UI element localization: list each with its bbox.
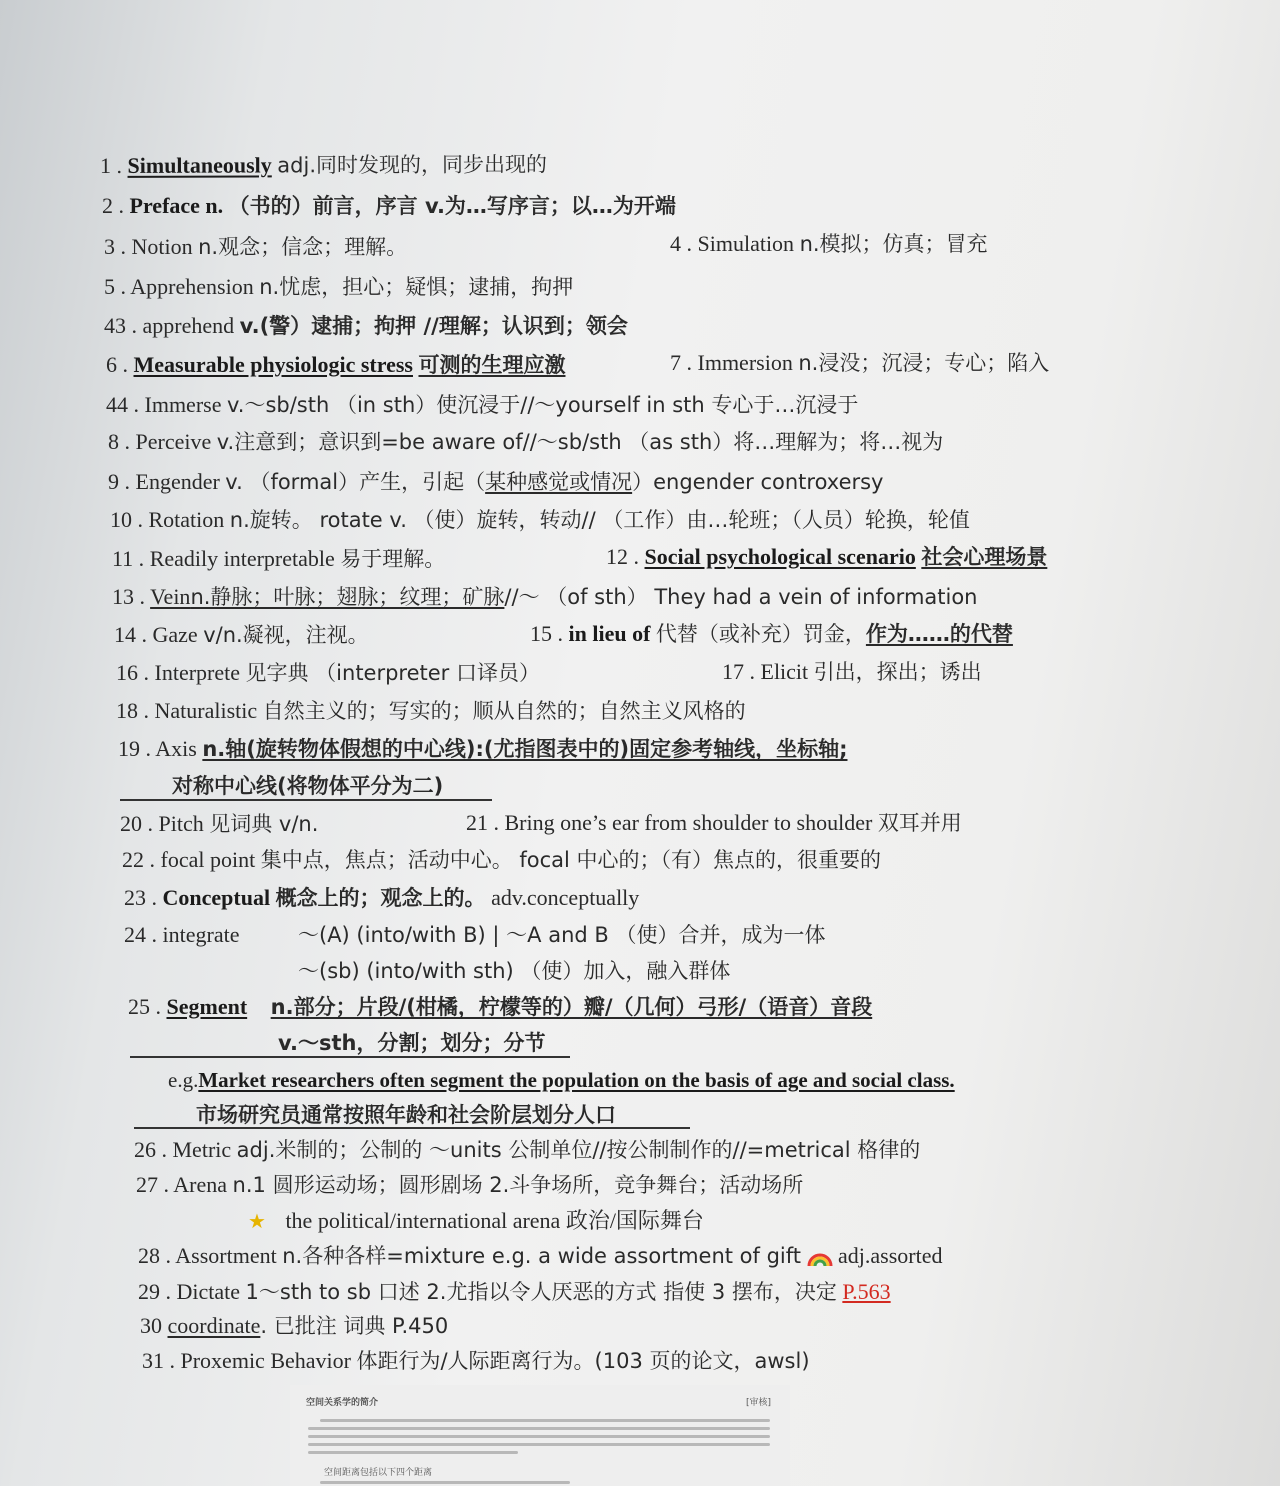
entry-24-definition-1: ～(A) (into/with B) | ～A and B （使）合并，成为一体 — [298, 923, 826, 947]
excerpt-title: 空间关系学的简介 — [306, 1398, 379, 1408]
entry-definition: 引出，探出；诱出 — [813, 660, 982, 684]
underline-rule — [120, 799, 492, 801]
entry-definition-cont: v.～sth，分割；划分；分节 — [278, 1031, 546, 1055]
entry-word: Pitch — [158, 811, 204, 836]
entry-word: Immersion — [697, 350, 793, 375]
entry-number: 1 . — [99, 152, 123, 178]
entry-23 — [124, 884, 639, 912]
entry-word: apprehend — [142, 313, 235, 338]
entry-24 — [124, 921, 239, 949]
entry-number: 14 . — [114, 622, 147, 647]
entry-word: Simulation — [697, 231, 795, 256]
entry-9 — [108, 468, 884, 496]
entry-word: Metric — [172, 1137, 232, 1162]
entry-word: Rotation — [148, 507, 225, 532]
entry-number: 26 . — [134, 1137, 167, 1162]
entry-definition: n.各种各样=mixture e.g. a wide assortment of gift — [282, 1244, 802, 1268]
entry-number: 28 . — [138, 1243, 171, 1268]
entry-8 — [108, 428, 943, 456]
entry-word: Perceive — [135, 429, 212, 454]
entry-number: 11 . — [112, 546, 145, 571]
entry-3 — [104, 233, 407, 261]
entry-definition: v/n.凝视，注视。 — [203, 623, 369, 647]
entry-19 — [118, 735, 847, 763]
entry-extra: adv.conceptually — [491, 885, 640, 910]
entry-10 — [110, 506, 970, 534]
entry-word: integrate — [162, 922, 240, 947]
entry-43 — [104, 312, 628, 340]
entry-word: Assortment — [175, 1243, 277, 1268]
entry-word: Measurable physiologic stress — [133, 352, 413, 377]
entry-22 — [122, 846, 881, 874]
page-reference: P.563 — [842, 1279, 891, 1304]
entry-13 — [112, 583, 978, 611]
entry-19-continuation — [172, 772, 443, 800]
entry-definition: . 已批注 词典 P.450 — [260, 1314, 449, 1338]
entry-word: Preface n. — [129, 193, 224, 218]
entry-word: Axis — [155, 736, 197, 761]
entry-number: 20 . — [120, 811, 153, 836]
entry-definition: 代替（或补充）罚金， — [655, 622, 866, 646]
entry-definition: n.浸没；沉浸；专心；陷入 — [798, 351, 1050, 375]
entry-word: Immerse — [144, 392, 222, 417]
entry-word: Naturalistic — [154, 698, 258, 723]
excerpt-text-line — [308, 1435, 770, 1438]
underline-rule — [134, 1127, 690, 1129]
entry-2 — [102, 192, 676, 220]
entry-number: 22 . — [122, 847, 155, 872]
underline-rule — [130, 1056, 570, 1058]
entry-word: focal point — [160, 847, 256, 872]
excerpt-tag: [审核] — [746, 1398, 772, 1408]
entry-definition: n.忧虑，担心；疑惧；逮捕，拘押 — [259, 275, 574, 299]
entry-number: 6 . — [106, 352, 128, 377]
entry-word: Apprehension — [130, 274, 254, 299]
entry-30 — [140, 1312, 448, 1340]
entry-definition-tail: //～ （of sth） They had a vein of information — [504, 585, 978, 609]
entry-number: 29 . — [138, 1279, 171, 1304]
entry-word: Conceptual — [162, 885, 271, 910]
entry-number: 21 . — [466, 810, 499, 835]
entry-24-definition-2: ～(sb) (into/with sth) （使）加入，融入群体 — [298, 959, 731, 983]
entry-definition: 1～sth to sb 口述 2.尤指以令人厌恶的方式 指使 3 摆布，决定 — [245, 1280, 837, 1304]
entry-word: Vein — [150, 584, 191, 609]
entry-word: Bring one’s ear from shoulder to shoulder — [504, 810, 873, 835]
entry-word: Segment — [166, 994, 248, 1019]
entry-14 — [114, 621, 369, 649]
example-sentence: Market researchers often segment the population on the basis of age and social class. — [198, 1068, 955, 1092]
entry-25-continuation — [278, 1029, 545, 1057]
entry-26 — [134, 1136, 920, 1164]
entry-definition-cont: the political/international arena 政治/国际舞台 — [285, 1208, 704, 1233]
excerpt-footer: 空间距离包括以下四个距离 — [324, 1468, 433, 1478]
excerpt-text-line — [308, 1427, 770, 1430]
entry-number: 23 . — [124, 885, 157, 910]
entry-number: 7 . — [670, 350, 692, 375]
entry-definition: n.部分；片段/(柑橘，柠檬等的）瓣/（几何）弓形/（语音）音段 — [270, 995, 873, 1019]
entry-definition-underlined: 某种感觉或情况 — [485, 470, 633, 494]
entry-number: 5 . — [104, 274, 126, 299]
entry-definition: n.观念；信念；理解。 — [198, 235, 408, 259]
entry-7 — [670, 349, 1049, 377]
entry-44 — [106, 391, 858, 419]
excerpt-text-line — [308, 1443, 770, 1446]
entry-definition: 自然主义的；写实的；顺从自然的；自然主义风格的 — [262, 699, 746, 723]
entry-word: Dictate — [176, 1279, 241, 1304]
entry-definition: n.静脉；叶脉；翅脉；纹理；矿脉 — [190, 585, 505, 609]
entry-number: 44 . — [106, 392, 139, 417]
entry-word: coordinate — [167, 1313, 261, 1338]
entry-31 — [142, 1347, 810, 1375]
entry-29 — [138, 1278, 891, 1306]
entry-number: 13 . — [112, 584, 145, 609]
entry-6 — [106, 351, 565, 379]
entry-number: 30 — [140, 1313, 162, 1338]
entry-16 — [116, 659, 540, 687]
entry-number: 18 . — [116, 698, 149, 723]
entry-number: 8 . — [108, 429, 130, 454]
entry-definition: （书的）前言，序言 v.为…写序言；以…为开端 — [228, 194, 676, 218]
entry-12 — [606, 543, 1047, 571]
entry-definition: v.(警）逮捕；拘押 //理解；认识到；领会 — [239, 314, 628, 338]
entry-number: 16 . — [116, 660, 149, 685]
entry-definition: 见词典 v/n. — [209, 812, 319, 836]
entry-15 — [530, 620, 1013, 648]
entry-word: Readily interpretable — [149, 546, 335, 571]
entry-number: 43 . — [104, 313, 137, 338]
pasted-paper-excerpt — [290, 1385, 790, 1486]
entry-18 — [116, 697, 746, 725]
entry-number: 31 . — [142, 1348, 175, 1373]
entry-extra: adj.assorted — [838, 1243, 943, 1268]
entry-21 — [466, 809, 962, 837]
entry-27 — [136, 1171, 803, 1199]
entry-definition: n.1 圆形运动场；圆形剧场 2.斗争场所，竞争舞台；活动场所 — [232, 1173, 804, 1197]
entry-25 — [128, 993, 872, 1021]
entry-definition-cont: 对称中心线(将物体平分为二) — [172, 774, 444, 798]
entry-definition: v. （formal）产生，引起（ — [225, 470, 486, 494]
star-icon: ★ — [248, 1211, 266, 1233]
entry-word: Social psychological scenario — [644, 544, 916, 569]
entry-definition: 可测的生理应激 — [418, 353, 566, 377]
entry-definition: 易于理解。 — [340, 547, 446, 571]
excerpt-text-line — [320, 1419, 770, 1422]
entry-definition: n.轴(旋转物体假想的中心线):(尤指图表中的)固定参考轴线，坐标轴; — [202, 737, 848, 761]
entry-word: Gaze — [152, 622, 198, 647]
entry-number: 9 . — [108, 469, 130, 494]
entry-definition-tail: ）engender controxersy — [632, 470, 884, 494]
entry-number: 2 . — [102, 193, 124, 218]
entry-definition: 双耳并用 — [877, 811, 962, 835]
entry-definition: 见字典 （interpreter 口译员） — [245, 661, 540, 685]
entry-number: 10 . — [110, 507, 143, 532]
entry-number: 25 . — [128, 994, 161, 1019]
entry-11 — [112, 545, 445, 573]
entry-number: 27 . — [136, 1172, 169, 1197]
entry-word: in lieu of — [568, 621, 651, 646]
entry-definition: adj.米制的；公制的 ～units 公制单位//按公制制作的//=metrical 格律的 — [236, 1138, 921, 1162]
entry-number: 3 . — [104, 234, 126, 259]
rainbow-icon — [807, 1249, 833, 1267]
entry-definition: v.注意到；意识到=be aware of//～sb/sth （as sth）将…理解为；将…视为 — [216, 430, 944, 454]
entry-definition: n.旋转。 rotate v. （使）旋转，转动// （工作）由…轮班；（人员）轮换，轮值 — [229, 508, 970, 532]
entry-word: Elicit — [760, 659, 809, 684]
entry-number: 24 . — [124, 922, 157, 947]
entry-definition: 集中点，焦点；活动中心。 focal 中心的；（有）焦点的，很重要的 — [260, 848, 882, 872]
entry-20 — [120, 810, 318, 838]
entry-25-example-translation — [196, 1101, 616, 1129]
entry-definition: 社会心理场景 — [921, 545, 1048, 569]
entry-definition: adj.同时发现的，同步出现的 — [277, 152, 548, 178]
excerpt-text-line — [308, 1451, 518, 1454]
entry-number: 17 . — [722, 659, 755, 684]
entry-word: Simultaneously — [127, 152, 272, 178]
entry-definition: 体距行为/人际距离行为。(103 页的论文，awsl) — [356, 1349, 810, 1373]
entry-1 — [100, 150, 547, 180]
entry-5 — [104, 273, 573, 301]
entry-4 — [670, 230, 988, 258]
entry-definition: n.模拟；仿真；冒充 — [799, 232, 988, 256]
entry-number: 15 . — [530, 621, 563, 646]
entry-number: 19 . — [118, 736, 151, 761]
entry-word: Notion — [131, 234, 193, 259]
excerpt-text-line — [320, 1481, 570, 1484]
entry-17 — [722, 658, 982, 686]
entry-number: 12 . — [606, 544, 639, 569]
entry-25-example — [168, 1066, 955, 1094]
example-translation: 市场研究员通常按照年龄和社会阶层划分人口 — [196, 1103, 616, 1127]
entry-number: 4 . — [670, 231, 692, 256]
entry-definition: v.～sb/sth （in sth）使沉浸于//～yourself in sth 专心于…沉浸于 — [226, 393, 859, 417]
entry-word: Interprete — [154, 660, 240, 685]
entry-definition-underlined: 作为……的代替 — [865, 622, 1013, 646]
entry-27-continuation — [248, 1207, 704, 1236]
example-label: e.g. — [168, 1068, 199, 1092]
entry-word: Arena — [173, 1172, 228, 1197]
entry-definition: 概念上的；观念上的。 — [275, 886, 486, 910]
entry-28 — [138, 1242, 942, 1270]
entry-word: Engender — [135, 469, 220, 494]
entry-word: Proxemic Behavior — [180, 1348, 351, 1373]
